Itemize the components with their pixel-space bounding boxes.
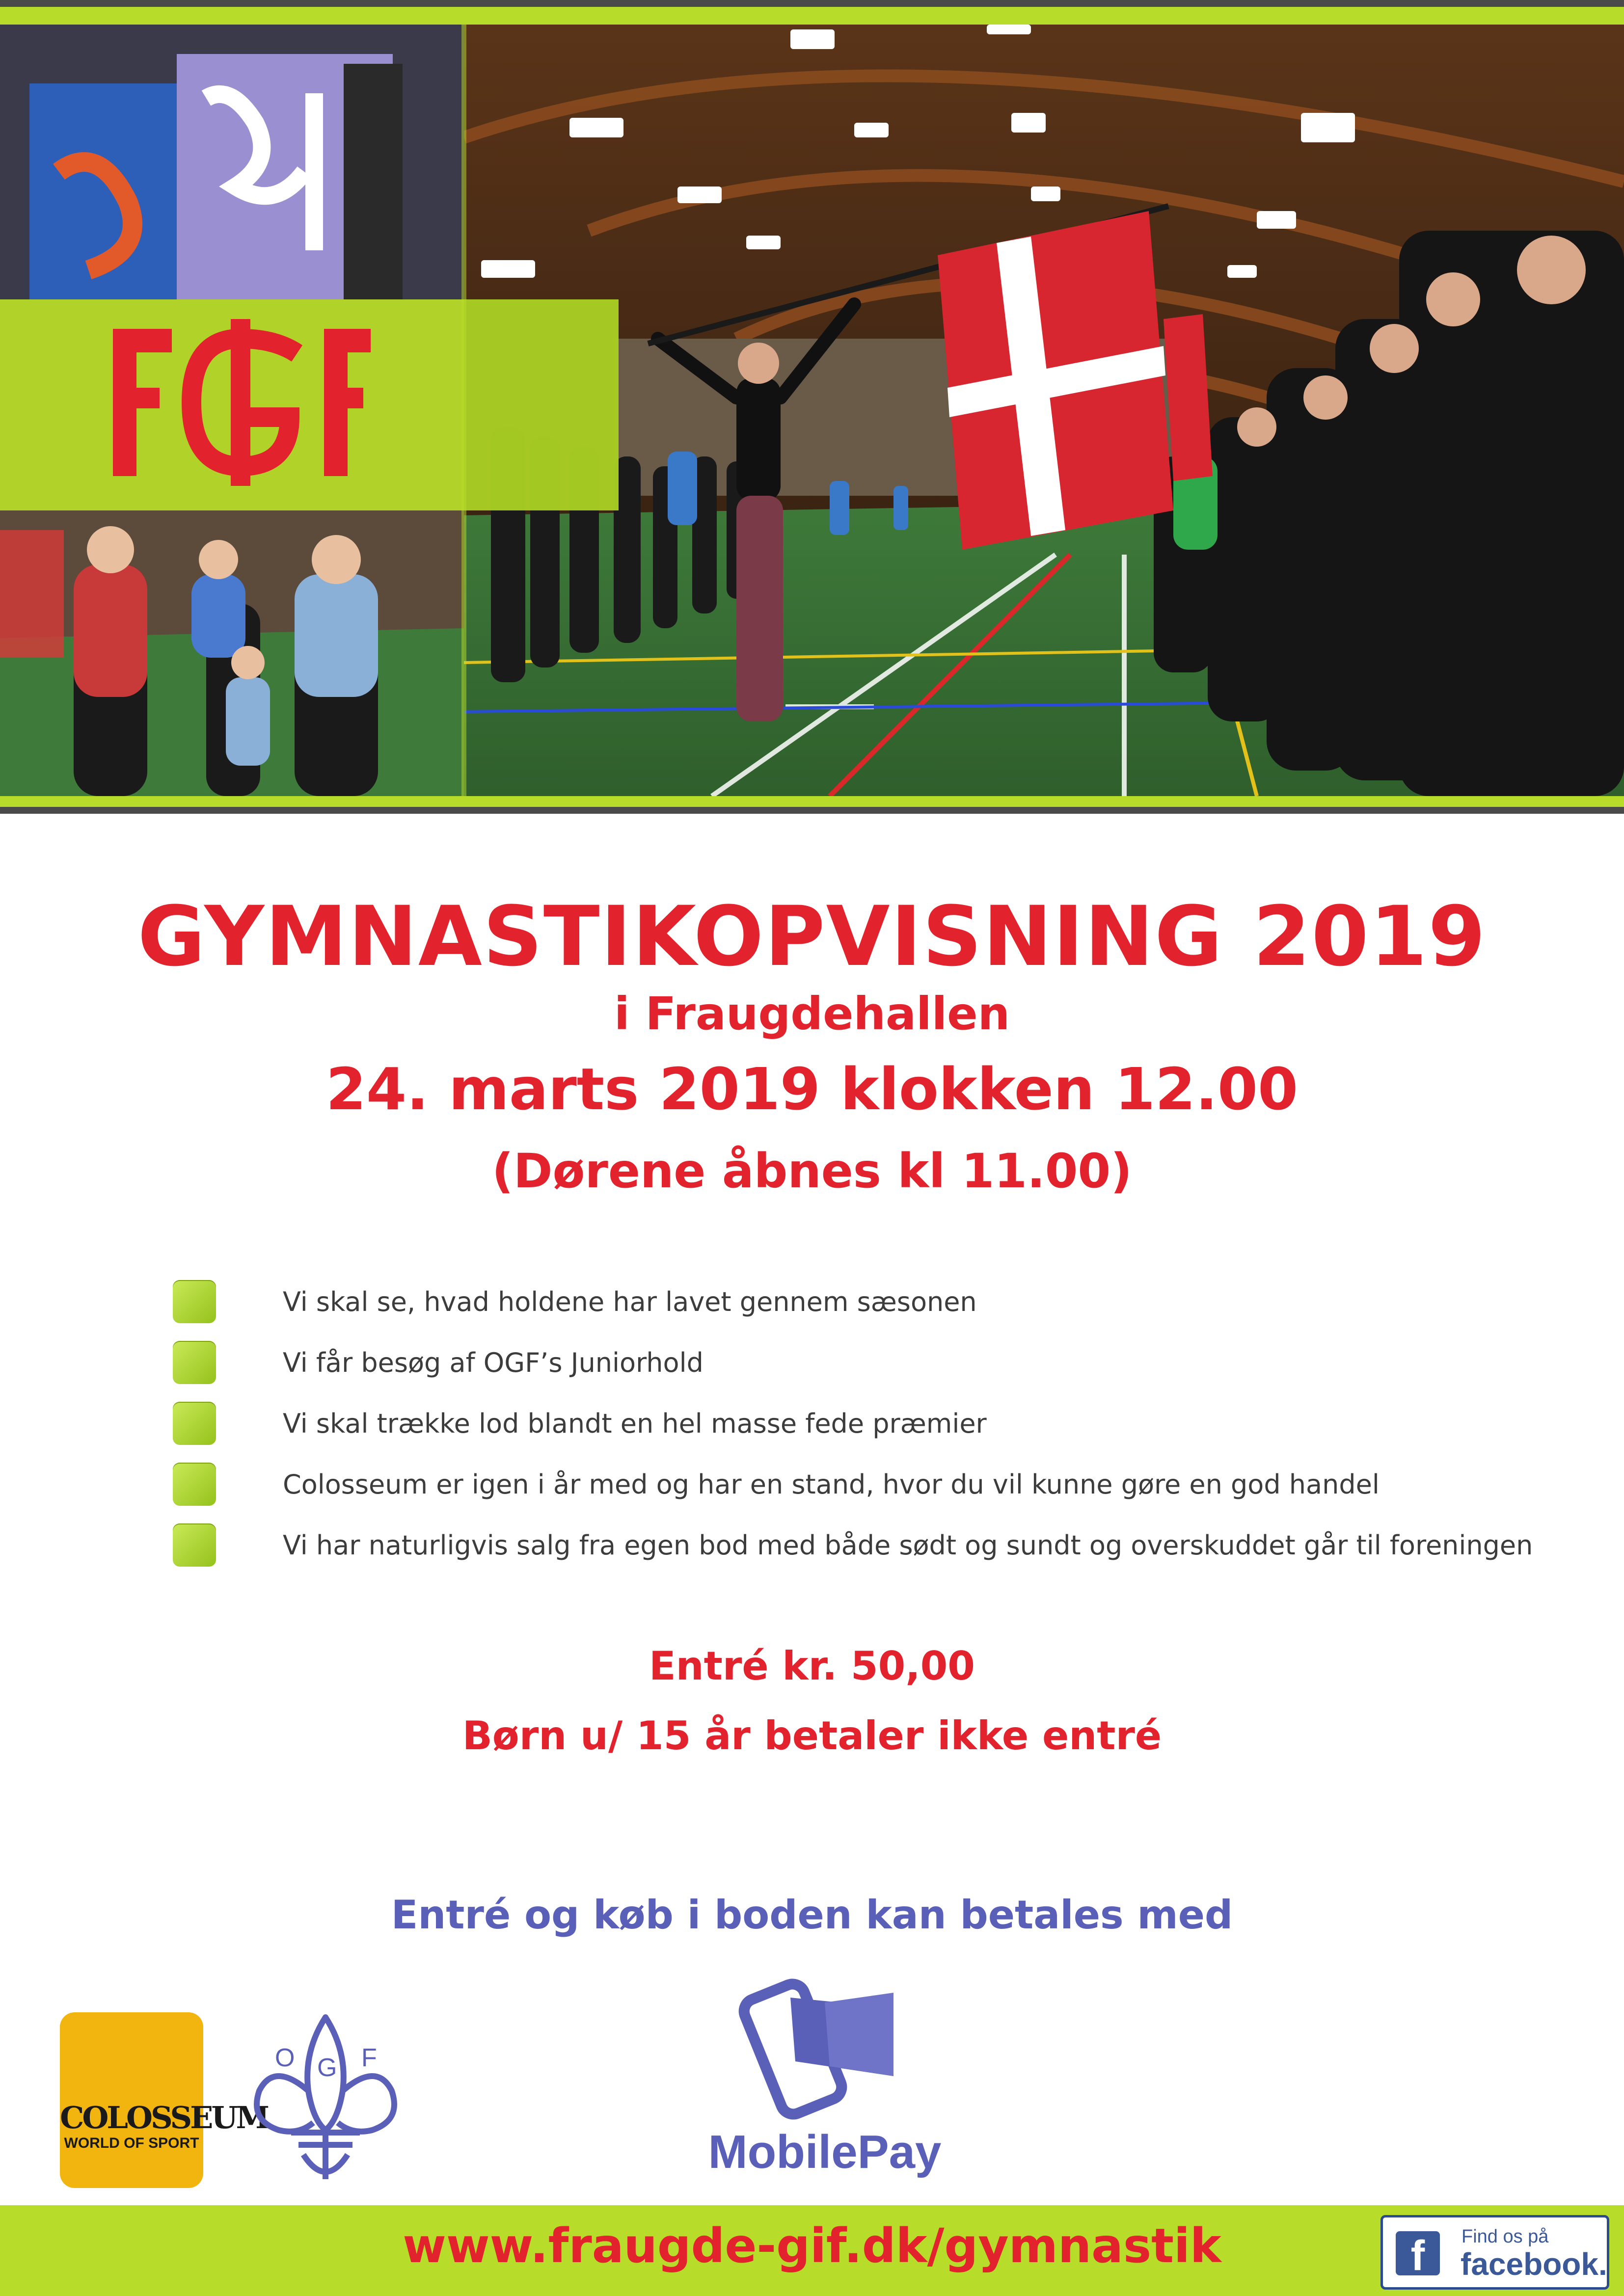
header-photo-collage — [0, 25, 1624, 796]
facebook-wordmark: facebook. — [1461, 2246, 1607, 2282]
bullet-square-icon — [173, 1341, 216, 1384]
event-date-time: 24. marts 2019 klokken 12.00 — [325, 1055, 1299, 1123]
event-title: GYMNASTIKOPVISNING 2019 — [137, 888, 1487, 985]
list-item — [173, 1271, 1498, 1332]
colosseum-logo — [60, 2012, 268, 2188]
list-item — [173, 1515, 1533, 1575]
children-free-note: Børn u/ 15 år betaler ikke entré — [462, 1713, 1162, 1759]
program-list — [173, 1271, 1533, 1575]
ogf-logo — [244, 2007, 406, 2189]
list-item-text: Vi skal se, hvad holdene har lavet gennem sæsonen — [283, 1286, 977, 1317]
photo-border-green — [0, 796, 1624, 807]
bullet-square-icon — [173, 1523, 216, 1567]
event-venue: i Fraugdehallen — [614, 988, 1010, 1040]
list-item-text: Colosseum er igen i år med og har en stand, hvor du vil kunne gøre en god handel — [283, 1468, 1380, 1500]
top-border-green — [0, 7, 1624, 25]
ogf-letter-g: G — [317, 2054, 337, 2082]
mobilepay-label: MobilePay — [708, 2126, 942, 2178]
payment-heading: Entré og køb i boden kan betales med — [391, 1892, 1233, 1938]
list-item-text: Vi har naturligvis salg fra egen bod med både sødt og sundt og overskuddet går til foreningen — [283, 1529, 1533, 1561]
list-item — [173, 1454, 1498, 1515]
fgf-club-logo — [108, 299, 373, 510]
entry-price: Entré kr. 50,00 — [649, 1643, 975, 1689]
colosseum-name: COLOSSEUM — [60, 2100, 268, 2136]
website-link[interactable]: www.fraugde-gif.dk/gymnastik — [403, 2218, 1221, 2273]
list-item-text: Vi skal trække lod blandt en hel masse fede præmier — [283, 1408, 987, 1439]
facebook-badge[interactable] — [1380, 2215, 1609, 2290]
top-border-dark — [0, 0, 1624, 7]
colosseum-tagline: WORLD OF SPORT — [64, 2135, 199, 2151]
list-item — [173, 1332, 1498, 1393]
list-item-text: Vi får besøg af OGF’s Juniorhold — [283, 1347, 704, 1378]
bullet-square-icon — [173, 1463, 216, 1506]
ogf-letter-o: O — [275, 2044, 295, 2072]
bullet-square-icon — [173, 1280, 216, 1323]
ogf-letter-f: F — [361, 2044, 377, 2072]
facebook-find-text: Find os på — [1462, 2226, 1549, 2247]
facebook-icon: f — [1396, 2231, 1440, 2275]
doors-open-note: (Dørene åbnes kl 11.00) — [491, 1144, 1133, 1199]
bullet-square-icon — [173, 1402, 216, 1445]
photo-border-dark — [0, 807, 1624, 814]
list-item — [173, 1393, 1498, 1454]
